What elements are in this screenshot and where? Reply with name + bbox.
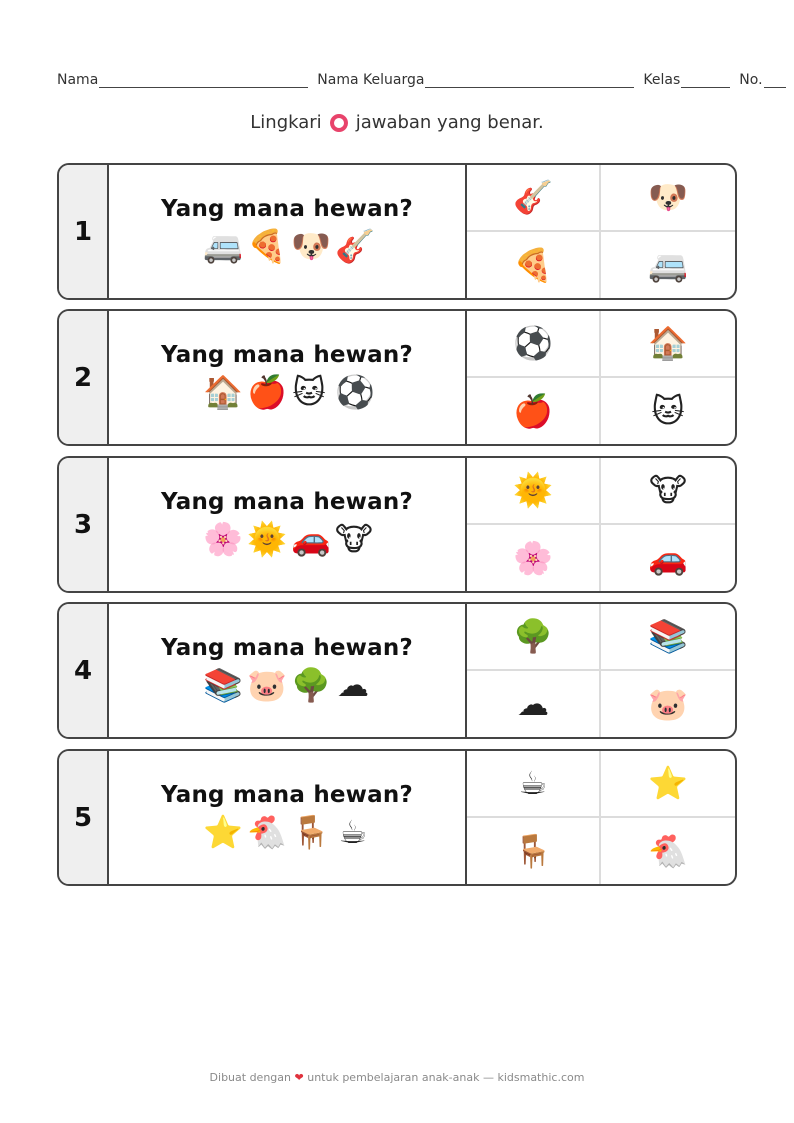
- answer-option-car[interactable]: [601, 525, 735, 592]
- answer-option-soccer-ball[interactable]: [467, 311, 601, 378]
- question-emoji-row: [203, 372, 375, 411]
- cloud-icon: ☁: [337, 665, 369, 704]
- question-number: 5: [59, 751, 109, 884]
- heart-icon: ❤: [294, 1071, 304, 1084]
- answer-option-star[interactable]: [601, 751, 735, 818]
- question-title: Yang mana hewan?: [161, 781, 413, 808]
- answer-option-chicken[interactable]: [601, 818, 735, 885]
- coffee-icon: ☕: [518, 764, 548, 803]
- question-title: Yang mana hewan?: [161, 634, 413, 661]
- number-label: No.: [739, 72, 763, 88]
- answer-option-cow[interactable]: [601, 458, 735, 525]
- cow-icon: 🐮: [649, 471, 687, 510]
- tree-icon: 🌳: [291, 665, 331, 704]
- answer-option-dog[interactable]: [601, 165, 735, 232]
- question-number: 1: [59, 165, 109, 298]
- chicken-icon: 🐔: [247, 812, 287, 851]
- guitar-icon: 🎸: [335, 226, 375, 265]
- books-icon: 📚: [203, 665, 243, 704]
- family-name-field[interactable]: [317, 72, 634, 88]
- cat-icon: 🐱: [651, 391, 685, 430]
- question-number: 3: [59, 458, 109, 591]
- sun-icon: 🌞: [247, 519, 287, 558]
- question-prompt: [109, 165, 467, 298]
- guitar-icon: 🎸: [513, 178, 553, 217]
- cherry-blossom-icon: 🌸: [203, 519, 243, 558]
- tree-icon: 🌳: [513, 617, 553, 656]
- chair-icon: 🪑: [513, 831, 553, 870]
- answer-grid: [467, 458, 735, 591]
- student-info-row: [57, 68, 794, 88]
- instruction: [0, 112, 794, 133]
- class-line[interactable]: [681, 74, 730, 88]
- question-emoji-row: [203, 226, 375, 265]
- name-field[interactable]: [57, 72, 308, 88]
- question-box-3: [57, 456, 737, 593]
- footer: [0, 1071, 794, 1084]
- family-name-label: Nama Keluarga: [317, 72, 425, 88]
- apple-icon: 🍎: [247, 372, 287, 411]
- chicken-icon: 🐔: [648, 831, 688, 870]
- pig-icon: 🐷: [247, 665, 287, 704]
- question-box-5: [57, 749, 737, 886]
- soccer-ball-icon: ⚽: [335, 372, 375, 411]
- question-box-1: [57, 163, 737, 300]
- answer-option-cat[interactable]: [601, 378, 735, 445]
- dog-icon: 🐶: [291, 226, 331, 265]
- footer-before: Dibuat dengan: [209, 1071, 291, 1084]
- dog-icon: 🐶: [648, 178, 688, 217]
- answer-option-tree[interactable]: [467, 604, 601, 671]
- question-box-4: [57, 602, 737, 739]
- chair-icon: 🪑: [291, 812, 331, 851]
- class-label: Kelas: [643, 72, 681, 88]
- answer-option-house[interactable]: [601, 311, 735, 378]
- sun-icon: 🌞: [513, 471, 553, 510]
- cow-icon: 🐮: [335, 519, 373, 558]
- soccer-ball-icon: ⚽: [513, 324, 553, 363]
- question-number: 4: [59, 604, 109, 737]
- pizza-icon: 🍕: [247, 226, 287, 265]
- minibus-icon: 🚐: [648, 245, 688, 284]
- question-number: 2: [59, 311, 109, 444]
- answer-option-apple[interactable]: [467, 378, 601, 445]
- answer-option-minibus[interactable]: [601, 232, 735, 299]
- question-prompt: [109, 311, 467, 444]
- house-icon: 🏠: [648, 324, 688, 363]
- instruction-after: jawaban yang benar.: [355, 112, 544, 133]
- question-title: Yang mana hewan?: [161, 488, 413, 515]
- question-title: Yang mana hewan?: [161, 195, 413, 222]
- question-emoji-row: [203, 812, 371, 851]
- answer-grid: [467, 165, 735, 298]
- answer-grid: [467, 311, 735, 444]
- question-title: Yang mana hewan?: [161, 341, 413, 368]
- cherry-blossom-icon: 🌸: [513, 538, 553, 577]
- answer-option-cherry-blossom[interactable]: [467, 525, 601, 592]
- red-circle-icon: [330, 114, 348, 132]
- answer-option-chair[interactable]: [467, 818, 601, 885]
- instruction-before: Lingkari: [250, 112, 322, 133]
- car-icon: 🚗: [648, 538, 688, 577]
- house-icon: 🏠: [203, 372, 243, 411]
- coffee-icon: ☕: [338, 812, 368, 851]
- name-label: Nama: [57, 72, 99, 88]
- question-prompt: [109, 751, 467, 884]
- question-emoji-row: [203, 519, 373, 558]
- answer-option-cloud[interactable]: [467, 671, 601, 738]
- name-line[interactable]: [99, 74, 308, 88]
- number-line[interactable]: [764, 74, 786, 88]
- footer-after: untuk pembelajaran anak-anak — kidsmathic.com: [307, 1071, 585, 1084]
- car-icon: 🚗: [291, 519, 331, 558]
- answer-option-sun[interactable]: [467, 458, 601, 525]
- answer-grid: [467, 604, 735, 737]
- answer-grid: [467, 751, 735, 884]
- answer-option-guitar[interactable]: [467, 165, 601, 232]
- apple-icon: 🍎: [513, 391, 553, 430]
- cloud-icon: ☁: [517, 684, 549, 723]
- question-emoji-row: [203, 665, 371, 704]
- class-field[interactable]: [643, 72, 730, 88]
- books-icon: 📚: [648, 617, 688, 656]
- answer-option-coffee[interactable]: [467, 751, 601, 818]
- star-icon: ⭐: [648, 764, 688, 803]
- pizza-icon: 🍕: [513, 245, 553, 284]
- answer-option-pizza[interactable]: [467, 232, 601, 299]
- question-box-2: [57, 309, 737, 446]
- question-prompt: [109, 604, 467, 737]
- question-prompt: [109, 458, 467, 591]
- minibus-icon: 🚐: [203, 226, 243, 265]
- cat-icon: 🐱: [292, 372, 326, 411]
- pig-icon: 🐷: [648, 684, 688, 723]
- number-field[interactable]: [739, 72, 785, 88]
- star-icon: ⭐: [203, 812, 243, 851]
- family-name-line[interactable]: [425, 74, 634, 88]
- answer-option-books[interactable]: [601, 604, 735, 671]
- answer-option-pig[interactable]: [601, 671, 735, 738]
